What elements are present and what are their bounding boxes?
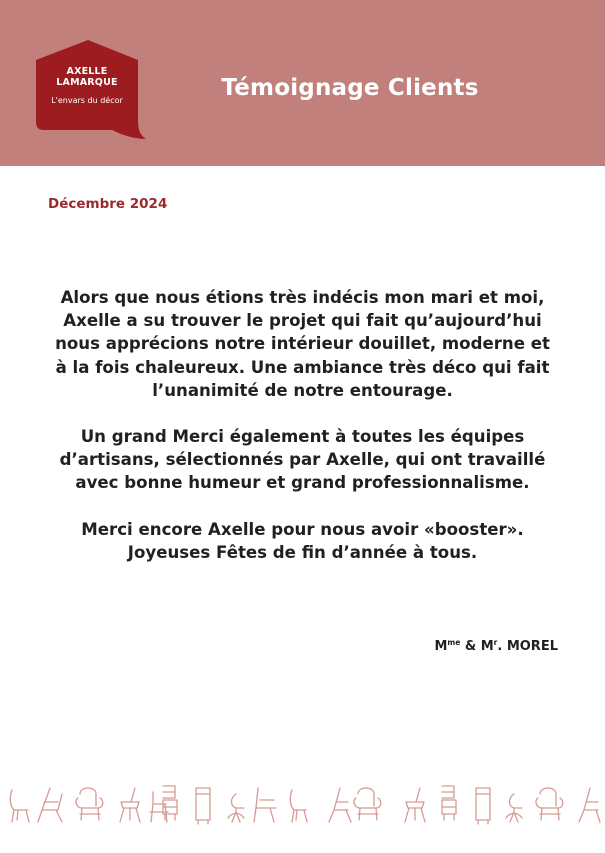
company-logo[interactable]	[30, 38, 150, 144]
swivel-chair-icon	[506, 794, 522, 822]
signature-title-2: M	[480, 639, 494, 654]
drawer-icon	[442, 786, 456, 820]
cabinet-icon	[196, 788, 210, 824]
drawer-icon	[163, 786, 177, 820]
chair-icon	[10, 790, 29, 822]
signature-connector: &	[460, 639, 481, 654]
header-banner	[0, 0, 605, 166]
chair-icon	[329, 788, 351, 822]
testimonial-paragraph-1	[30, 286, 575, 402]
text-line: nous apprécions notre intérieur douillet, moderne et	[55, 334, 550, 354]
cabinet-icon	[476, 788, 490, 824]
furniture-illustration-band	[0, 780, 605, 830]
signature-title-2-sup: r	[493, 638, 498, 647]
chair-icon	[120, 788, 140, 822]
armchair-icon	[38, 788, 62, 822]
page-title: Témoignage Clients	[221, 75, 479, 101]
chair-icon	[290, 790, 307, 822]
testimonial-paragraph-2	[30, 425, 575, 495]
signature-title-1: M	[434, 639, 448, 654]
chair-icon	[405, 788, 425, 822]
text-line: l’unanimité de notre entourage.	[152, 380, 453, 400]
logo-name-line2: LAMARQUE	[56, 76, 118, 88]
logo-name-line1: AXELLE	[66, 66, 108, 77]
chair-icon	[579, 788, 600, 822]
logo-name	[37, 67, 137, 88]
text-line: à la fois chaleureux. Une ambiance très déco qui fait	[55, 357, 550, 377]
text-line: d’artisans, sélectionnés par Axelle, qui ont travaillé	[59, 450, 546, 470]
text-line: Joyeuses Fêtes de fin d’année à tous.	[127, 542, 478, 562]
armchair-icon	[536, 788, 563, 820]
text-line: Un grand Merci également à toutes les équipes	[80, 427, 525, 447]
testimonial-text	[30, 286, 575, 587]
testimonial-date: Décembre 2024	[48, 196, 168, 212]
lounge-chair-icon	[254, 788, 276, 822]
text-line: Axelle a su trouver le projet qui fait qu’aujourd’hui	[63, 311, 542, 331]
swivel-chair-icon	[228, 794, 244, 822]
logo-tagline: L'envars du décor	[51, 96, 123, 105]
signature-title-1-sup: me	[447, 638, 461, 647]
armchair-icon	[76, 788, 103, 820]
testimonial-paragraph-3	[30, 518, 575, 564]
text-line: avec bonne humeur et grand professionnalisme.	[75, 473, 530, 493]
text-line: Merci encore Axelle pour nous avoir «booster».	[81, 519, 524, 539]
armchair-icon	[354, 788, 381, 820]
client-signature	[434, 638, 558, 654]
logo-house-icon	[30, 38, 150, 144]
text-line: Alors que nous étions très indécis mon mari et moi,	[60, 288, 545, 307]
signature-surname: . MOREL	[497, 639, 558, 654]
